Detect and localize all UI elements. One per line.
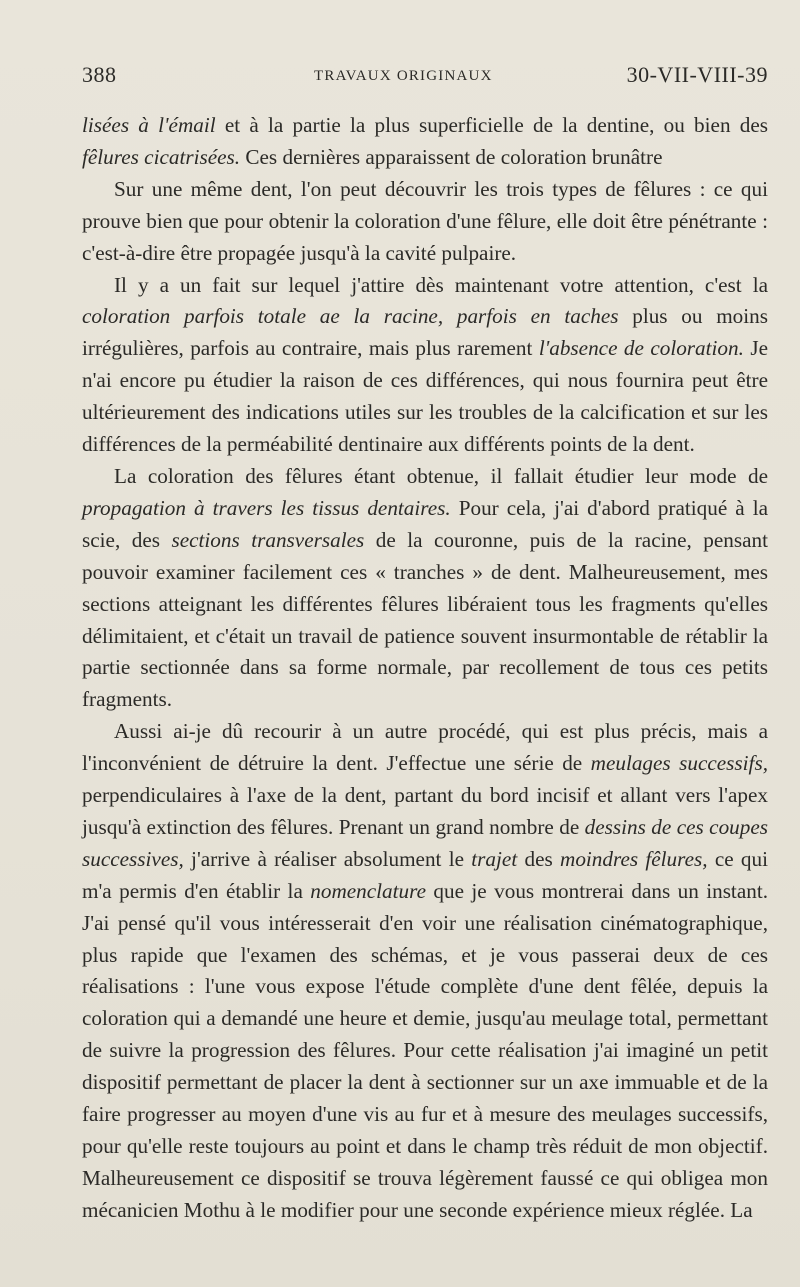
text-run: perpendiculaires à l'axe de la dent, partant du bord incisif et allant vers l'apex jusqu'à extinction des fêlures. Prenant un grand nombre de (82, 783, 768, 839)
text-run: que je vous montrerai dans un instant. J'ai pensé qu'il vous intéresserait d'en voir une réalisation cinématographique, plus rapide que l'examen des schémas, et je vous passerai deux de ces réalisations : l'une vous expose l'étude complète d'une dent fêlée, depuis la coloration qui a demandé une heure et demie, jusqu'au meulage total, permettant de suivre la progression des fêlures. Pour cette réalisation j'ai imaginé un petit dispositif permettant de placer la dent à sectionner sur un axe immuable et de la faire progresser au moyen d'une vis au fur et à mesure des meulages successifs, pour qu'elle reste toujours au point et dans le champ très réduit de mon objectif. Malheureusement ce dispositif se trouva légèrement faussé ce qui obligea mon mécanicien Mothu à le modifier pour une seconde expérience mieux réglée. La (82, 878, 769, 1222)
running-title: TRAVAUX ORIGINAUX (314, 68, 493, 84)
text-run: et à la partie la plus superficielle de la dentine, ou bien des (215, 113, 769, 137)
italic-phrase: propagation à travers les tissus dentaires. (82, 495, 451, 520)
text-run: Il y a un fait sur lequel j'attire dès maintenant votre attention, c'est la (114, 272, 768, 297)
italic-phrase: nomenclature (310, 878, 426, 903)
text-run: j'arrive à réaliser absolument le (183, 846, 472, 871)
text-run: de la couronne, puis de la racine, pensant pouvoir examiner facilement ces « tranches » de dent. Malheureusement, mes sections atteignant les différentes fêlures libéraient tous les fragments qu'elles délimitaient, et c'était un travail de patience souvent insurmontable de rétablir la partie sectionnée dans sa forme normale, par recollement de tous ces petits fragments. (82, 527, 768, 712)
italic-phrase: l'absence de coloration. (538, 336, 744, 361)
text-run: Pour cela, j'ai d'abord pratiqué à la scie, des (82, 495, 768, 552)
text-run: Sur une même dent, l'on peut découvrir les trois types de fêlures : ce qui prouve bien que pour obtenir la coloration d'une fêlure, elle doit être pénétrante : c'est-à-dire être propagée jusqu'à la cavité pulpaire. (82, 176, 768, 265)
italic-phrase: dessins de ces coupes successives, (82, 814, 768, 871)
paragraph-2 (82, 174, 768, 270)
italic-phrase: moindres fêlures, (560, 846, 708, 871)
italic-phrase: fêlures cicatrisées. (82, 144, 241, 169)
paragraph-5 (82, 716, 768, 1227)
italic-phrase: sections transversales (171, 527, 365, 552)
body-text (82, 110, 768, 1227)
running-header (82, 62, 768, 102)
italic-phrase: lisées à l'émail (82, 113, 216, 137)
paragraph-4 (82, 461, 768, 716)
paragraph-1 (82, 110, 768, 174)
text-run: des (517, 846, 561, 871)
italic-phrase: coloration parfois totale ae la racine, parfois en taches (82, 304, 619, 329)
page-number: 388 (82, 62, 117, 87)
text-run: ce qui m'a permis d'en établir la (82, 846, 769, 903)
header-date: 30-VII-VIII-39 (626, 62, 768, 87)
text-run: La coloration des fêlures étant obtenue, il fallait étudier leur mode de (114, 463, 768, 488)
text-run: Je n'ai encore pu étudier la raison de ces différences, qui nous fournira peut être ultérieurement des indications utiles sur les troubles de la calcification et sur les différences de la perméabilité dentinaire aux différents points de la dent. (82, 336, 768, 457)
text-run: Aussi ai-je dû recourir à un autre procédé, qui est plus précis, mais a l'inconvénient de détruire la dent. J'effectue une série de (82, 719, 768, 776)
italic-phrase: trajet (471, 846, 518, 871)
paragraph-3 (82, 270, 768, 461)
text-run: Ces dernières apparaissent de coloration brunâtre (240, 144, 663, 169)
italic-phrase: meulages successifs, (590, 751, 768, 776)
text-run: plus ou moins irrégulières, parfois au contraire, mais plus rarement (82, 304, 768, 361)
